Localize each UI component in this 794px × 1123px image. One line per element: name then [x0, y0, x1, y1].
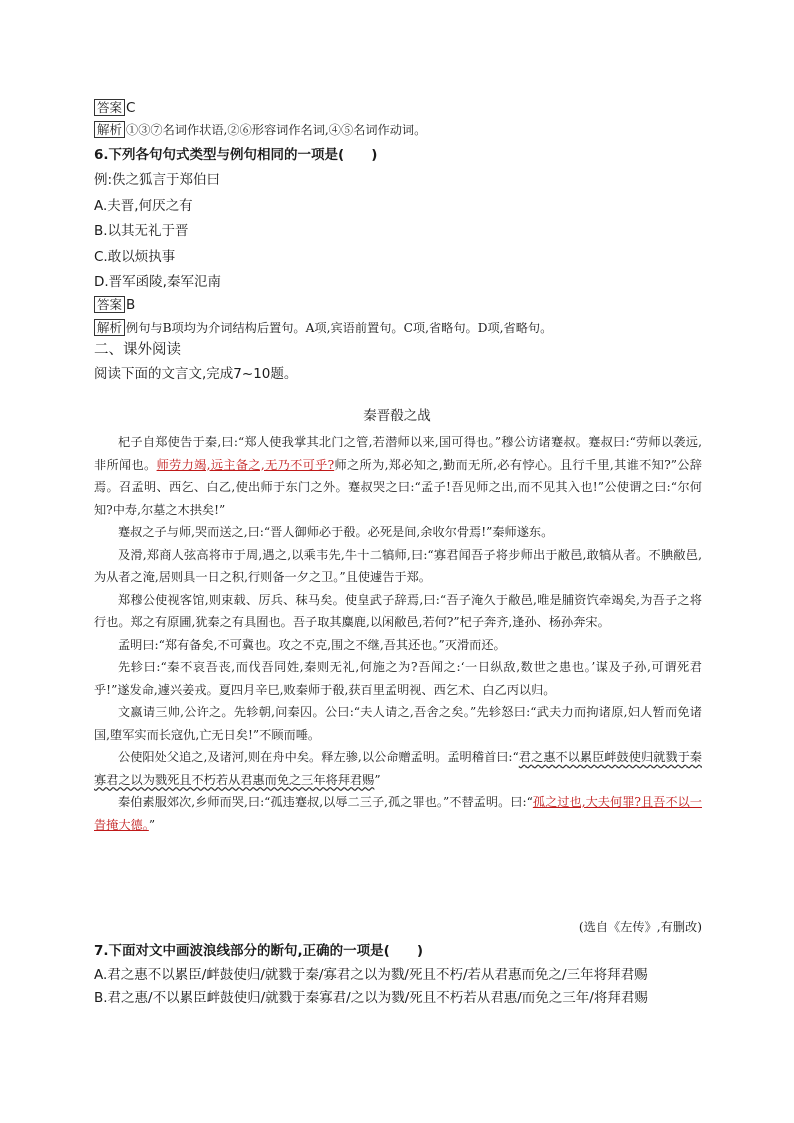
passage-body: [94, 431, 702, 836]
passage-paragraph: 及滑,郑商人弦高将市于周,遇之,以乘韦先,牛十二犒师,曰:“寡君闻吾子将步师出于敝邑,敢犒从者。不腆敝邑,为从者之淹,居则具一日之积,行则备一夕之卫。”且使遽告于郑。: [94, 547, 702, 584]
question-7-option-a: A.君之惠不以累臣/衅鼓使归/就戮于秦/寡君之以为戮/死且不朽/若从君惠而免之/三年将拜君赐: [94, 967, 648, 983]
passage-paragraph: 公使阳处父追之,及诸河,则在舟中矣。释左骖,以公命赠孟明。孟明稽首曰:“君之惠不以累臣衅鼓使归就戮于秦寡君之以为戮死且不朽若从君惠而免之三年将拜君赐”: [94, 750, 702, 787]
question-6-option-d: D.晋军函陵,秦军氾南: [94, 274, 221, 290]
question-7-stem: 7.下面对文中画波浪线部分的断句,正确的一项是( ): [94, 943, 423, 959]
analysis-5-line: [94, 121, 426, 140]
passage-paragraph: 文嬴请三帅,公许之。先轸朝,问秦囚。公曰:“夫人请之,吾舍之矣。”先轸怒曰:“武夫力而拘诸原,妇人暂而免诸国,堕军实而长寇仇,亡无日矣!”不顾而唾。: [94, 705, 702, 742]
question-6-stem: 6.下列各句句式类型与例句相同的一项是( ): [94, 147, 378, 163]
answer-tag: 答案: [94, 296, 125, 313]
underlined-sentence: 孤之过也,大夫何罪?且吾不以一眚掩大德。: [94, 795, 702, 832]
underlined-sentence: 师劳力竭,远主备之,无乃不可乎?: [156, 457, 335, 472]
passage-paragraph: 先轸曰:“秦不哀吾丧,而伐吾同姓,秦则无礼,何施之为?吾闻之:‘一日纵敌,数世之患也。’谋及子孙,可谓死君乎!”遂发命,遽兴姜戎。夏四月辛巳,败秦师于殽,获百里孟明视、西乞术、白乙丙以归。: [94, 660, 702, 697]
answer-tag: 答案: [94, 99, 125, 116]
analysis-text: 例句与B项均为介词结构后置句。A项,宾语前置句。C项,省略句。D项,省略句。: [126, 321, 553, 335]
section-instruction: 阅读下面的文言文,完成7~10题。: [94, 366, 298, 382]
answer-value: C: [126, 100, 136, 116]
passage-title: 秦晋殽之战: [363, 408, 431, 424]
passage-paragraph: 杞子自郑使告于秦,曰:“郑人使我掌其北门之管,若潜师以来,国可得也。”穆公访诸蹇叔。蹇叔曰:“劳师以袭远,非所闻也。师劳力竭,远主备之,无乃不可乎?师之所为,郑必知之,勤而无所,必有悖心。且行千里,其谁不知?”公辞焉。召孟明、西乞、白乙,使出师于东门之外。蹇叔哭之曰:“孟子!吾见师之出,而不见其入也!”公使谓之曰:“尔何知?中寿,尔墓之木拱矣!”: [94, 435, 702, 517]
passage-source: (选自《左传》,有删改): [578, 920, 702, 934]
question-6-example: 例:佚之狐言于郑伯曰: [94, 172, 221, 188]
analysis-6-line: [94, 319, 552, 338]
passage-paragraph: 郑穆公使视客馆,则束载、厉兵、秣马矣。使皇武子辞焉,曰:“吾子淹久于敝邑,唯是脯资饩牵竭矣,为吾子之将行也。郑之有原圃,犹秦之有具囿也。吾子取其麋鹿,以闲敝邑,若何?”杞子奔齐,逢孙、杨孙奔宋。: [94, 592, 702, 629]
answer-value: B: [126, 297, 136, 313]
analysis-text: ①③⑦名词作状语,②⑥形容词作名词,④⑤名词作动词。: [126, 123, 427, 137]
question-6-option-b: B.以其无礼于晋: [94, 223, 189, 239]
passage-paragraph: 蹇叔之子与师,哭而送之,曰:“晋人御师必于殽。必死是间,余收尔骨焉!”秦师遂东。: [118, 525, 554, 539]
question-6-option-a: A.夫晋,何厌之有: [94, 198, 193, 214]
answer-5-line: [94, 99, 135, 118]
analysis-tag: 解析: [94, 121, 125, 138]
wavy-underlined-text: 君之惠不以累臣衅鼓使归就戮于秦寡君之以为戮死且不朽若从君惠而免之三年将拜君赐: [94, 750, 702, 787]
question-7-option-b: B.君之惠/不以累臣衅鼓使归/就戮于秦寡君/之以为戮/死且不朽若从君惠/而免之三年/将拜君赐: [94, 990, 648, 1006]
answer-6-line: [94, 296, 135, 315]
analysis-tag: 解析: [94, 319, 125, 336]
passage-paragraph: 孟明曰:“郑有备矣,不可冀也。攻之不克,围之不继,吾其还也。”灭滑而还。: [118, 637, 506, 652]
section-heading: 二、课外阅读: [94, 342, 181, 358]
question-6-option-c: C.敢以烦执事: [94, 249, 176, 265]
passage-paragraph: 秦伯素服郊次,乡师而哭,曰:“孤违蹇叔,以辱二三子,孤之罪也。”不替孟明。曰:“孤之过也,大夫何罪?且吾不以一眚掩大德。”: [94, 795, 702, 832]
